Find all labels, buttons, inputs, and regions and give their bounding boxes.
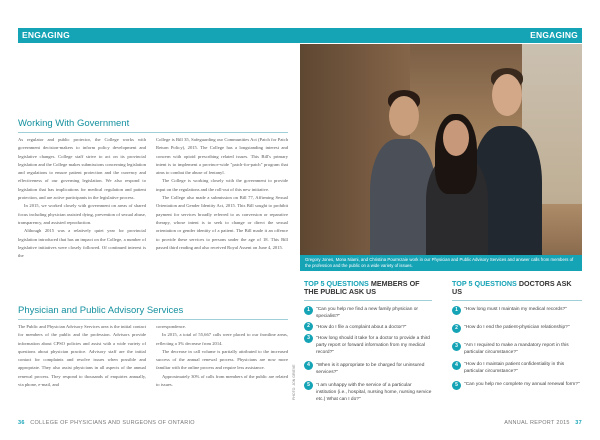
questions-divider <box>304 300 432 301</box>
advisory-column-2 <box>156 323 288 389</box>
photo-caption: Gregory Jones, Mona Niami, and Christina Pourrezaie work in our Physician and Public Advisory Services and answer calls from members of the profession and the public on a wide variety of issues. <box>300 255 582 271</box>
section-label-right: ENGAGING <box>530 30 578 40</box>
doctor-question-1: "How long must I maintain my medical records?" <box>464 307 567 312</box>
questions-divider <box>452 300 582 301</box>
question-number-badge: 3 <box>452 342 461 351</box>
paragraph: As regulator and public protector, the College works with government decision-makers to inform policy development and legislative changes. College staff strive to act on its provincial legislation and the College makes submissions concerning legislation and regulations to ensure patient protection and the currency and effectiveness of our governing legislation. We also respond to legislation that has implications for medical regulation and patient protection, and are active participants in the legislative process. <box>18 137 146 201</box>
question-number-badge: 1 <box>304 306 313 315</box>
public-question-2: "How do I file a complaint about a doctor?" <box>316 325 407 330</box>
footer-organization: COLLEGE OF PHYSICIANS AND SURGEONS OF ONTARIO <box>30 420 195 426</box>
doctor-questions-heading-highlight: TOP 5 QUESTIONS <box>452 279 517 288</box>
footer-report-title: ANNUAL REPORT 2015 <box>504 420 570 426</box>
question-number-badge: 5 <box>304 381 313 390</box>
paragraph: The decrease in call volume is partially attributed to the increased success of the annual renewal process. Physicians are now more familiar with the online process and require less assistance. <box>156 348 288 371</box>
paragraph: The Public and Physician Advisory Services area is the initial contact for members of the public and the profession. Advisors provide information about CPSO policies and assist with a wide variety of questions about physician practice. Advisory staff are the initial contact for complaints and resolve issues when possible and appropriate. They also assist physicians in all aspects of the annual renewal process. They respond to thousands of enquiries annually, via phone, e-mail, and <box>18 324 146 388</box>
advisory-services-heading: Physician and Public Advisory Services <box>18 305 184 316</box>
page-number-right: 37 <box>575 420 582 426</box>
doctor-questions-heading <box>452 280 582 296</box>
doctor-question-5: "Can you help me complete my annual renewal form?" <box>464 382 580 387</box>
question-number-badge: 4 <box>304 361 313 370</box>
section-divider <box>18 319 288 320</box>
wwg-column-1 <box>18 136 146 260</box>
paragraph: College is Bill 35, Safeguarding our Communities Act (Patch for Patch Return Policy), 2015. The College has a longstanding interest and concern with opioid prescribing related issues. This Bill's primary intent is to implement a province-wide "patch-for-patch" program that aims to combat the abuse of fentanyl. <box>156 137 288 176</box>
public-questions-heading-highlight: TOP 5 QUESTIONS <box>304 279 369 288</box>
doctor-question-2: "How do I end the patient-physician relationship?" <box>464 325 570 330</box>
header-bar-left <box>18 28 300 43</box>
advisory-column-1 <box>18 323 146 389</box>
footer-left <box>18 420 195 426</box>
working-with-government-heading: Working With Government <box>18 118 130 129</box>
wwg-column-2 <box>156 136 288 252</box>
public-questions-heading-rest: MEMBERS OF THE PUBLIC ASK US <box>304 279 420 296</box>
public-question-5: "I am unhappy with the service of a particular institution (i.e., hospital, nursing home, nursing service etc.) What can I do?" <box>316 383 432 402</box>
staff-photo <box>300 44 582 255</box>
question-number-badge: 2 <box>452 324 461 333</box>
question-number-badge: 5 <box>452 381 461 390</box>
footer-right <box>504 420 582 426</box>
paragraph: The College also made a submission on Bill 77, Affirming Sexual Orientation and Gender Identity Act, 2015. This Bill sought to prohibit payment for services broadly referred to as conversion or reparative therapy, whose intent is to seek to change or direct the sexual orientation or gender identity of a patient. The Bill made it an offence to provide these services to persons under the age of 18. This Bill passed third reading and also received Royal Assent on June 4, 2015. <box>156 195 288 250</box>
public-question-4: "When is it appropriate to be charged for uninsured services?" <box>316 363 425 375</box>
public-questions-heading <box>304 280 434 296</box>
question-number-badge: 2 <box>304 322 313 331</box>
person-left-face <box>389 96 419 136</box>
public-question-1: "Can you help me find a new family physician or specialist?" <box>316 307 418 319</box>
paragraph: correspondence. <box>156 324 186 329</box>
page-number-left: 36 <box>18 420 25 426</box>
doctor-questions-heading-rest: DOCTORS ASK US <box>452 279 572 296</box>
doctor-question-3: "Am I required to make a mandatory report in this particular circumstance?" <box>464 343 569 355</box>
person-center-face <box>443 120 469 156</box>
paragraph: In 2015, a total of 55,667 calls were placed to our frontline areas, reflecting a 3% decrease from 2014. <box>156 332 288 346</box>
section-divider <box>18 132 288 133</box>
photo-credit: PHOTO: JON GRIEVE <box>292 364 296 400</box>
section-label-left: ENGAGING <box>22 30 70 40</box>
doctor-question-4: "How do I maintain patient confidentiality in this particular circumstance?" <box>464 362 565 374</box>
question-number-badge: 1 <box>452 306 461 315</box>
paragraph: Approximately 30% of calls from members of the public are related to issues. <box>156 373 288 388</box>
header-bar-right <box>300 28 582 43</box>
paragraph: Although 2015 was a relatively quiet year for provincial legislation introduced that has an impact on the College, a number of legislative initiatives were closely followed. Of continued interest is the <box>18 228 146 259</box>
person-right-face <box>492 74 522 116</box>
paragraph: The College is working closely with the government to provide input on the regulations and the roll-out of this new initiative. <box>156 178 288 192</box>
public-question-3: "How long should it take for a doctor to provide a third party report or forward information from my medical record?" <box>316 336 430 355</box>
question-number-badge: 4 <box>452 361 461 370</box>
paragraph: In 2015, we worked closely with government on areas of shared focus including physician assisted dying, prevention of sexual abuse, transparency, and assisted reproduction. <box>18 203 146 225</box>
question-number-badge: 3 <box>304 334 313 343</box>
